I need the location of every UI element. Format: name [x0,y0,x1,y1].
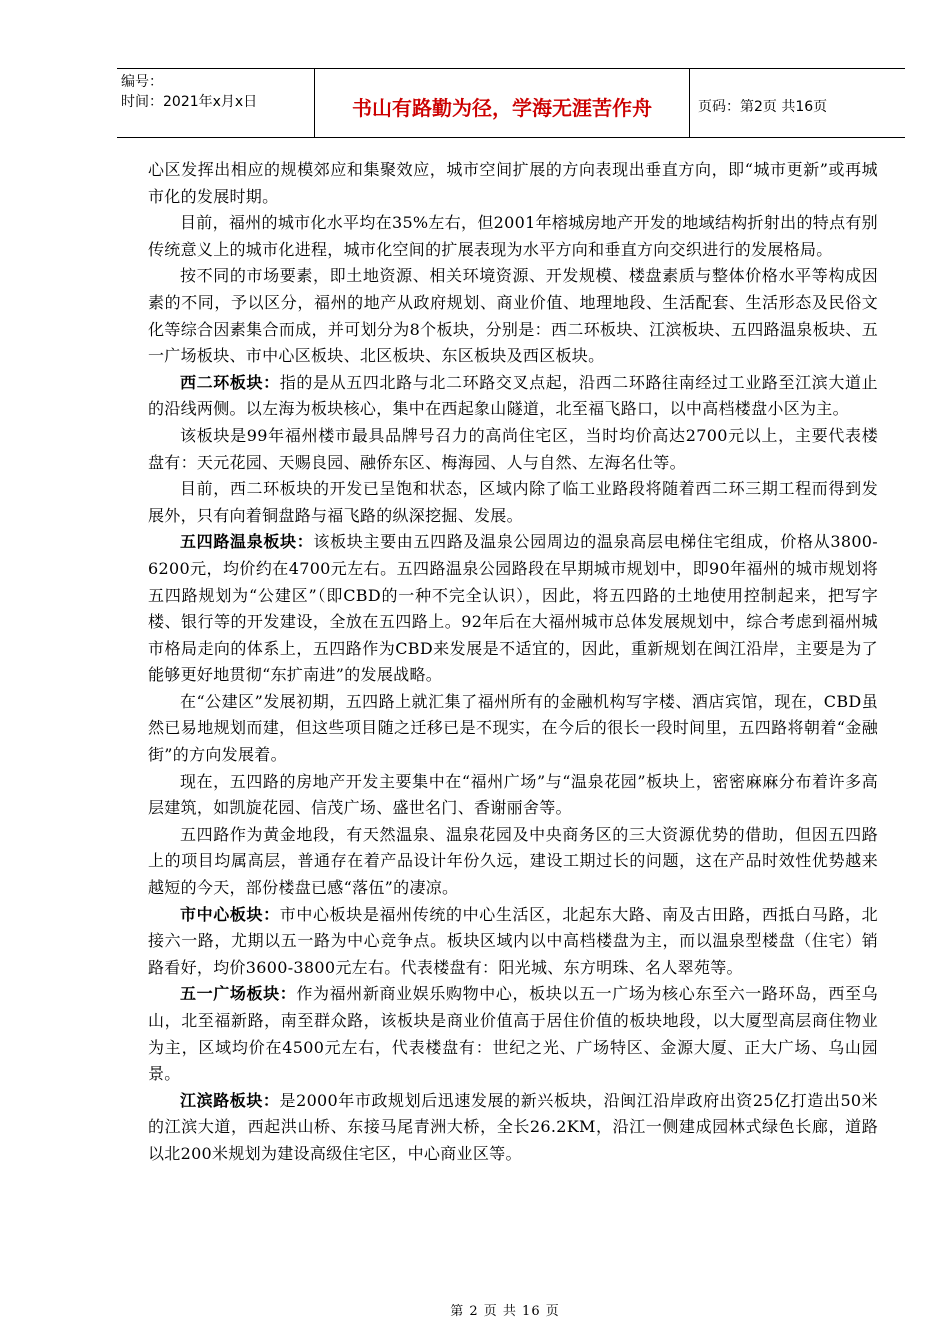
header-page-number: 页码：第2页 共16页 [698,99,828,115]
header-meta [117,69,315,137]
paragraph-text: 市中心板块是福州传统的中心生活区，北起东大路、南及古田路，西抵白马路，北接六一路，尤期以五一路为中心竞争点。板块区域内以中高档楼盘为主，而以温泉型楼盘（住宅）销路看好，均价3600-3800元左右。代表楼盘有：阳光城、东方明珠、名人翠苑等。 [148,904,878,977]
section-heading: 五一广场板块： [180,984,297,1004]
paragraph-text: 按不同的市场要素，即土地资源、相关环境资源、开发规模、楼盘素质与整体价格水平等构成因素的不同，予以区分，福州的地产从政府规划、商业价值、地理地段、生活配套、生活形态及民俗文化等综合因素集合而成，并可划分为8个板块，分别是：西二环板块、江滨板块、五四路温泉板块、五一广场板块、市中心区板块、北区板块、东区板块及西区板块。 [148,266,878,366]
paragraph [148,157,878,210]
section-heading: 市中心板块： [180,904,280,924]
paragraph-text: 作为福州新商业娱乐购物中心，板块以五一广场为核心东至六一路环岛，西至乌山，北至福新路，南至群众路，该板块是商业价值高于居住价值的板块地段，以大厦型高层商住物业为主，区域均价在4500元左右，代表楼盘有：世纪之光、广场特区、金源大厦、正大广场、乌山园景。 [148,984,878,1084]
paragraph [148,981,878,1087]
paragraph [148,476,878,529]
section-heading: 江滨路板块： [180,1090,280,1110]
paragraph-text: 该板块是99年福州楼市最具品牌号召力的高尚住宅区，当时均价高达2700元以上，主要代表楼盘有：天元花园、天赐良园、融侨东区、梅海园、人与自然、左海名仕等。 [148,425,878,472]
paragraph [148,1088,878,1168]
paragraph [148,370,878,423]
paragraph-text: 现在，五四路的房地产开发主要集中在“福州广场”与“温泉花园”板块上，密密麻麻分布着许多高层建筑，如凯旋花园、信茂广场、盛世名门、香谢丽舍等。 [148,771,878,818]
paragraph-text: 指的是从五四北路与北二环路交叉点起，沿西二环路往南经过工业路至江滨大道止的沿线两侧。以左海为板块核心，集中在西起象山隧道，北至福飞路口，以中高档楼盘小区为主。 [148,372,878,419]
paragraph [148,423,878,476]
paragraph [148,822,878,902]
section-heading: 西二环板块： [180,372,280,392]
document-date: 时间：2021年x月x日 [121,94,258,110]
header-motto: 书山有路勤为径，学海无涯苦作舟 [315,69,690,137]
paragraph-text: 五四路作为黄金地段，有天然温泉、温泉花园及中央商务区的三大资源优势的借助，但因五四路上的项目均属高层，普通存在着产品设计年份久远，建设工期过长的问题，这在产品时效性优势越来越短的今天，部份楼盘已感“落伍”的凄凉。 [148,824,878,898]
paragraph [148,902,878,982]
section-heading: 五四路温泉板块： [180,532,314,552]
paragraph [148,689,878,769]
paragraph-text: 该板块主要由五四路及温泉公园周边的温泉高层电梯住宅组成，价格从3800-6200元，均价约在4700元左右。五四路温泉公园路段在早期城市规划中，即90年福州的城市规划将五四路规划为“公建区”（即CBD的一种不完全认识），因此，将五四路的土地使用控制起来，把写字楼、银行等的开发建设，全放在五四路上。92年后在大福州城市总体发展规划中，综合考虑到福州城市格局走向的体系上，五四路作为CBD来发展是不适宜的，因此，重新规划在闽江沿岸，主要是为了能够更好地贯彻“东扩南进”的发展战略。 [148,532,878,685]
paragraph [148,263,878,369]
paragraph [148,769,878,822]
page-header [117,68,905,138]
paragraph-text: 在“公建区”发展初期，五四路上就汇集了福州所有的金融机构写字楼、酒店宾馆，现在，CBD虽然已易地规划而建，但这些项目随之迁移已是不现实，在今后的很长一段时间里，五四路将朝着“金融街”的方向发展着。 [148,691,878,765]
paragraph-text: 是2000年市政规划后迅速发展的新兴板块，沿闽江沿岸政府出资25亿打造出50米的江滨大道，西起洪山桥、东接马尾青洲大桥，全长26.2KM，沿江一侧建成园林式绿色长廊，道路以北200米规划为建设高级住宅区，中心商业区等。 [148,1090,878,1163]
paragraph [148,210,878,263]
document-body [148,157,878,1168]
paragraph [148,529,878,689]
document-number: 编号： [121,74,163,90]
paragraph-text: 目前，福州的城市化水平均在35%左右，但2001年榕城房地产开发的地域结构折射出的特点有别传统意义上的城市化进程，城市化空间的扩展表现为水平方向和垂直方向交织进行的发展格局。 [148,213,878,259]
page-footer: 第 2 页 共 16 页 [450,1304,560,1319]
paragraph-text: 目前，西二环板块的开发已呈饱和状态，区域内除了临工业路段将随着西二环三期工程而得到发展外，只有向着铜盘路与福飞路的纵深挖掘、发展。 [148,479,878,525]
paragraph-text: 心区发挥出相应的规模郊应和集聚效应，城市空间扩展的方向表现出垂直方向，即“城市更新”或再城市化的发展时期。 [148,160,878,206]
